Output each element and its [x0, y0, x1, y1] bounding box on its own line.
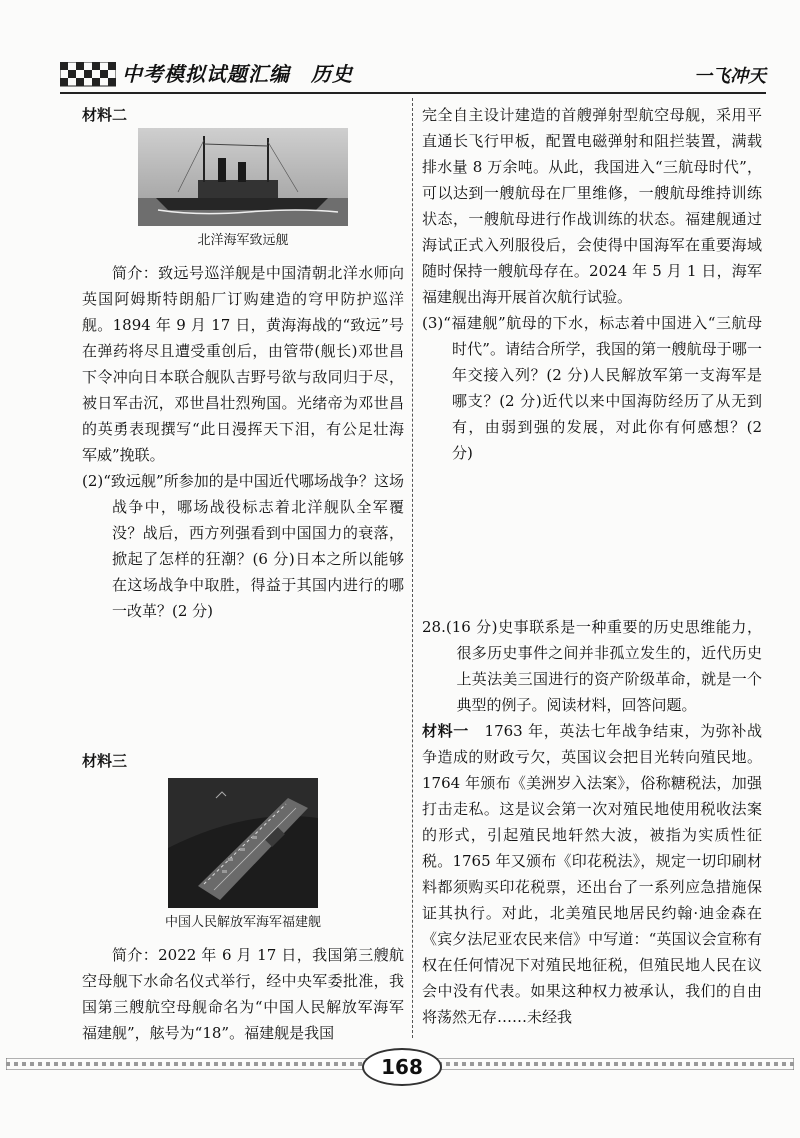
page-header	[0, 0, 800, 98]
material1-block	[422, 718, 762, 1030]
question-2: (2)“致远舰”所参加的是中国近代哪场战争？这场战争中，哪场战役标志着北洋舰队全军覆没？战后，西方列强看到中国国力的衰落，掀起了怎样的狂潮？(6 分)日本之所以能够在这场战争中取胜，得益于其国内进行的哪一改革？(2 分)	[82, 472, 404, 620]
material2-caption: 北洋海军致远舰	[197, 233, 289, 248]
left-column-top	[82, 102, 404, 624]
material1-label: 材料一	[422, 722, 469, 740]
right-column-top	[422, 102, 762, 466]
page-number: 168	[362, 1048, 442, 1086]
material2-intro: 简介：致远号巡洋舰是中国清朝北洋水师向英国阿姆斯特朗船厂订购建造的穹甲防护巡洋舰。1894 年 9 月 17 日，黄海海战的“致远”号在弹药将尽且遭受重创后，由管带(舰长)邓世昌下令冲向日本联合舰队吉野号欲与敌同归于尽，被日军击沉，邓世昌壮烈殉国。光绪帝为邓世昌的英勇表现撰写“此日漫挥天下泪，有公足壮海军威”挽联。	[82, 264, 404, 464]
header-brand: 一飞冲天	[694, 66, 766, 87]
material3-continuation: 完全自主设计建造的首艘弹射型航空母舰，采用平直通长飞行甲板，配置电磁弹射和阻拦装置，满载排水量 8 万余吨。从此，我国进入“三航母时代”，可以达到一艘航母在厂里维修，一艘航母维持训练状态，一艘航母进行作战训练的状态。福建舰通过海试正式入列服役后，会使得中国海军在重要海域随时保持一艘航母存在。2024 年 5 月 1 日，海军福建舰出海开展首次航行试验。	[422, 106, 762, 306]
right-column-bottom	[422, 614, 762, 1030]
question-3: (3)“福建舰”航母的下水，标志着中国进入“三航母时代”。请结合所学，我国的第一艘航母于哪一年交接入列？(2 分)人民解放军第一支海军是哪支？(2 分)近代以来中国海防经历了从无到有，由弱到强的发展，对此你有何感想？(2 分)	[422, 314, 762, 462]
page-footer	[0, 1040, 800, 1100]
checker-decoration	[60, 62, 116, 92]
material2-heading: 材料二	[82, 106, 128, 124]
material1-text: 1763 年，英法七年战争结束，为弥补战争造成的财政亏欠，英国议会把目光转向殖民地。1764 年颁布《美洲岁入法案》，俗称糖税法，加强打击走私。这是议会第一次对殖民地使用税收法案的形式，引起殖民地轩然大波，被指为实质性征税。1765 年又颁布《印花税法》，规定一切印刷材料都须购买印花税票，还出台了一系列应急措施保证其执行。对此，北美殖民地居民约翰·迪金森在《宾夕法尼亚农民来信》中写道：“英国议会宣称有权在任何情况下对殖民地征税，但殖民地人民在议会中没有代表。如果这种权力被承认，我们的自由将荡然无存……未经我	[422, 722, 762, 1026]
material3-caption: 中国人民解放军海军福建舰	[164, 915, 321, 930]
zhiyuan-ship-photo	[138, 128, 348, 226]
header-rule	[60, 92, 766, 94]
fujian-carrier-photo	[168, 778, 318, 908]
question-28: 28.(16 分)史事联系是一种重要的历史思维能力，很多历史事件之间并非孤立发生的，近代历史上英法美三国进行的资产阶级革命，就是一个典型的例子。阅读材料，回答问题。	[422, 618, 762, 714]
column-divider	[412, 98, 413, 1038]
material3-intro: 简介：2022 年 6 月 17 日，我国第三艘航空母舰下水命名仪式举行，经中央军委批准，我国第三艘航空母舰命名为“中国人民解放军海军福建舰”，舷号为“18”。福建舰是我国	[82, 946, 404, 1042]
material3-heading: 材料三	[82, 752, 128, 770]
left-column-bottom	[82, 748, 404, 1046]
header-title: 中考模拟试题汇编 历史	[122, 62, 353, 86]
